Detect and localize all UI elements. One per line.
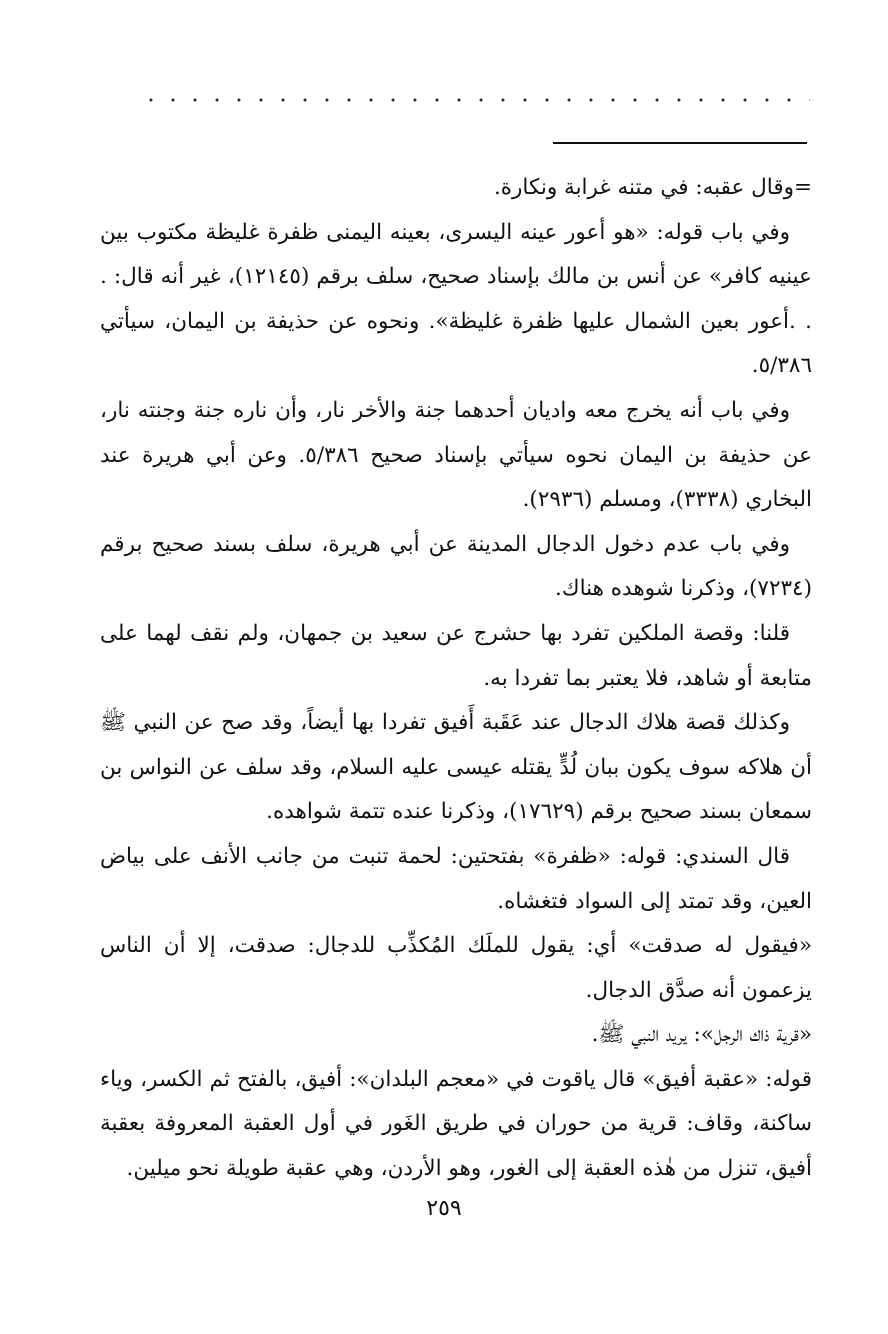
paragraph-continuation: =وقال عقبه: في متنه غرابة ونكارة. <box>493 175 812 200</box>
paragraph-two-angels: قلنا: وقصة الملكين تفرد بها حشرج عن سعيد بن جمهان، ولم نقف لهما على متابعة أو شاهد، فلا يعتبر بما تفردا به. <box>100 620 812 691</box>
footnote-dots-separator <box>140 92 810 108</box>
paragraph-two-valleys: وفي باب أنه يخرج معه واديان أحدهما جنة والأخر نار، وأن ناره جنة وجنته نار، عن حذيفة بن اليمان نحوه سيأتي بإسناد صحيح ٥/٣٨٦. وعن أبي هريرة عند البخاري (٣٣٣٨)، ومسلم (٢٩٣٦). <box>100 397 812 513</box>
paragraph-one-eye-hadith: وفي باب قوله: «هو أعور عينه اليسرى، بعينه اليمنى ظفرة غليظة مكتوب بين عينيه كافر» عن أنس بن مالك بإسناد صحيح، سلف برقم (١٢١٤٥)، غير أنه قال: . . .أعور بعين الشمال عليها ظفرة غليظة». ونحوه عن حذيفة بن اليمان، سيأتي ٥/٣٨٦. <box>100 219 812 379</box>
footnote-text-block <box>100 166 812 1192</box>
paragraph-aqabat-afiq: قوله: «عقبة أفيق» قال ياقوت في «معجم البلدان»: أفيق، بالفتح ثم الكسر، وياء ساكنة، وقاف: قرية من حوران في طريق الغَور في أول العقبة المعروفة بعقبة أفيق، تنزل من هٰذه العقبة إلى الغور، وهو الأردن، وهي عقبة طويلة نحو ميلين. <box>100 1066 812 1182</box>
paragraph-sindi-commentary: قال السندي: قوله: «ظفرة» بفتحتين: لحمة تنبت من جانب الأنف على بياض العين، وقد تمتد إلى السواد فتغشاه. <box>100 843 812 914</box>
page-number: ٢٥٩ <box>426 1196 462 1221</box>
paragraph-destruction-of-dajjal: وكذلك قصة هلاك الدجال عند عَقَبة أَفيق تفردا بها أيضاً، وقد صح عن النبي ﷺ أن هلاكه سوف يكون ببان لُدٍّ يقتله عيسى عليه السلام، وقد سلف عن النواس بن سمعان بسند صحيح برقم (١٧٦٢٩)، وذكرنا عنده تتمة شواهده. <box>100 710 812 825</box>
footnote-rule <box>553 142 807 144</box>
paragraph-you-spoke-truth: «فيقول له صدقت» أي: يقول للملَك المُكذِّب للدجال: صدقت، إلا أن الناس يزعمون أنه صدَّق الدجال. <box>100 933 812 1003</box>
paragraph-medina: وفي باب عدم دخول الدجال المدينة عن أبي هريرة، سلف بسند صحيح برقم (٧٢٣٤)، وذكرنا شوهده هناك. <box>100 531 812 602</box>
paragraph-village-of-that-man: «قرية ذاك الرجل»: يريد النبي ﷺ. <box>591 1022 812 1048</box>
